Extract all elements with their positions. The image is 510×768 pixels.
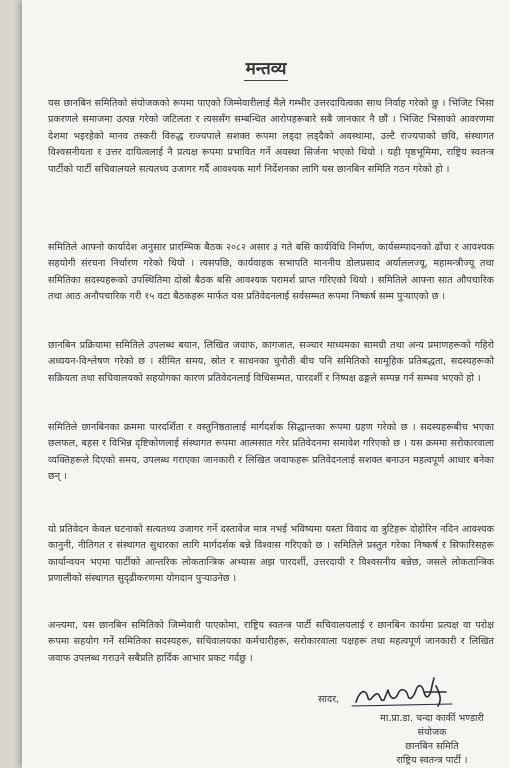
paragraph-process: छानबिन प्रक्रियामा समितिले उपलब्ध बयान, लिखित जवाफ, कागजात, सञ्चार माध्यमका सामग्री तथा अन्य प्रमाणहरूको गहिरो अध्ययन-विश्लेषण गरेको छ । सीमित समय, स्रोत र साधनका चुनौती बीच पनि समितिको सामूहिक प्रतिबद्धता, सदस्यहरूको सक्रियता तथा सचिवालयको सहयोगका कारण प्रतिवेदनलाई विधिसम्मत, पारदर्शी र निष्पक्ष ढङ्गले सम्पन्न गर्न सम्भव भएको हो । xyxy=(48,340,494,384)
signatory-name: मा.प्रा.डा. चन्दा कार्की भण्डारी xyxy=(380,713,484,724)
paragraph-intro: यस छानबिन समितिको संयोजकको रूपमा पाएको जिम्मेवारीलाई मैले गम्भीर उत्तरदायित्वका साथ निर्वाह गरेको छु । भिजिट भिसा प्रकरणले समाजमा उत्पन्न गरेको जटिलता र त्यससँग सम्बन्धित आरोपहरूबारे सबै जानकार नै छौं । भिजिट भिसाको आवरणमा देशमा भइरहेको मानव तस्करी विरुद्ध राज्यपाले सशक्त रूपमा लड्दा लड्दैको अवस्थामा, उल्टै राज्यपाको छवि, संस्थागत विश्वसनीयता र उत्तर दायित्वलाई नै प्रत्यक्ष रूपमा प्रभावित गर्ने अवस्था सिर्जना भएको थियो । यही पृष्ठभूमिमा, राष्ट्रिय स्वतन्त्र पार्टीको पार्टी सचिवालयले सत्यतथ्य उजागर गर्दै आवश्यक मार्ग निर्देशनका लागि यस छानबिन समिति गठन गरेको हो । xyxy=(48,98,494,175)
page-title: मन्तव्य xyxy=(245,59,287,79)
signature-block xyxy=(352,712,510,768)
signatory-role: संयोजक xyxy=(417,727,447,738)
signatory-committee: छानबिन समिति xyxy=(405,741,459,752)
handwritten-signature xyxy=(350,672,460,712)
signatory-party: राष्ट्रिय स्वतन्त्र पार्टी । xyxy=(396,755,468,766)
document-page xyxy=(22,0,510,768)
paragraph-reform: यो प्रतिवेदन केवल घटनाको सत्यतथ्य उजागर गर्ने दस्तावेज मात्र नभई भविष्यमा यस्ता विवाद वा त्रुटिहरू दोहोरिन नदिन आवश्यक कानुनी, नीतिगत र संस्थागत सुधारका लागि मार्गदर्शक बन्ने विश्वास गरिएको छ । समितिले प्रस्तुत गरेका निष्कर्ष र सिफारिसहरू कार्यान्वयन भएमा पार्टीको आन्तरिक लोकतान्त्रिक अभ्यास अझ पारदर्शी, उत्तरदायी र विश्वसनीय बन्नेछ, जसले लोकतान्त्रिक प्रणालीको संस्थागत सुदृढीकरणमा योगदान पुऱ्याउनेछ । xyxy=(48,524,494,585)
paragraph-meetings: समितिले आफ्नो कार्यादेश अनुसार प्रारम्भिक बैठक २०८२ असार ३ गते बसि कार्यविधि निर्माण, कार्यसम्पादनको ढाँचा र आवश्यक सहयोगी संरचना निर्धारण गरेको थियो । त्यसपछि, कार्यवाहक सभापति माननीय डोलप्रसाद अर्याललज्यू, महामन्त्रीज्यू तथा समितिका सदस्यहरूको उपस्थितिमा दोस्रो बैठक बसि आवश्यक परामर्श प्राप्त गरिएको थियो । समितिले आफ्ना सात औपचारिक तथा आठ अनौपचारिक गरी १५ वटा बैठकहरू मार्फत यस प्रतिवेदनलाई सर्वसम्मत रूपमा निष्कर्ष सम्म पुऱ्याएको छ । xyxy=(48,242,494,303)
closing-greeting: सादर, xyxy=(318,694,340,705)
paragraph-transparency: समितिले छानबिनका क्रममा पारदर्शिता र वस्तुनिष्ठतालाई मार्गदर्शक सिद्धान्तका रूपमा ग्रहण गरेको छ । सदस्यहरूबीच भएका छलफल, बहस र विभिन्न दृष्टिकोणलाई संस्थागत रूपमा आत्मसात गरेर प्रतिवेदनमा समावेश गरिएको छ । यस क्रममा सरोकारवाला व्यक्तिहरूले दिएको समय, उपलब्ध गराएका जानकारी र लिखित जवाफहरू प्रतिवेदनलाई सशक्त बनाउन महत्वपूर्ण आधार बनेका छन् । xyxy=(48,422,494,483)
paragraph-gratitude: अन्त्यमा, यस छानबिन समितिको जिम्मेवारी पाएकोमा, राष्ट्रिय स्वतन्त्र पार्टी सचिवालयलाई र छानबिन कार्यमा प्रत्यक्ष वा परोक्ष रूपमा सहयोग गर्ने समितिका सदस्यहरू, सचिवालयका कर्मचारीहरू, सरोकारवाला पक्षहरू तथा महत्वपूर्ण जानकारी र लिखित जवाफ उपलब्ध गराउने सबैप्रति हार्दिक आभार प्रकट गर्दछु । xyxy=(48,620,494,664)
